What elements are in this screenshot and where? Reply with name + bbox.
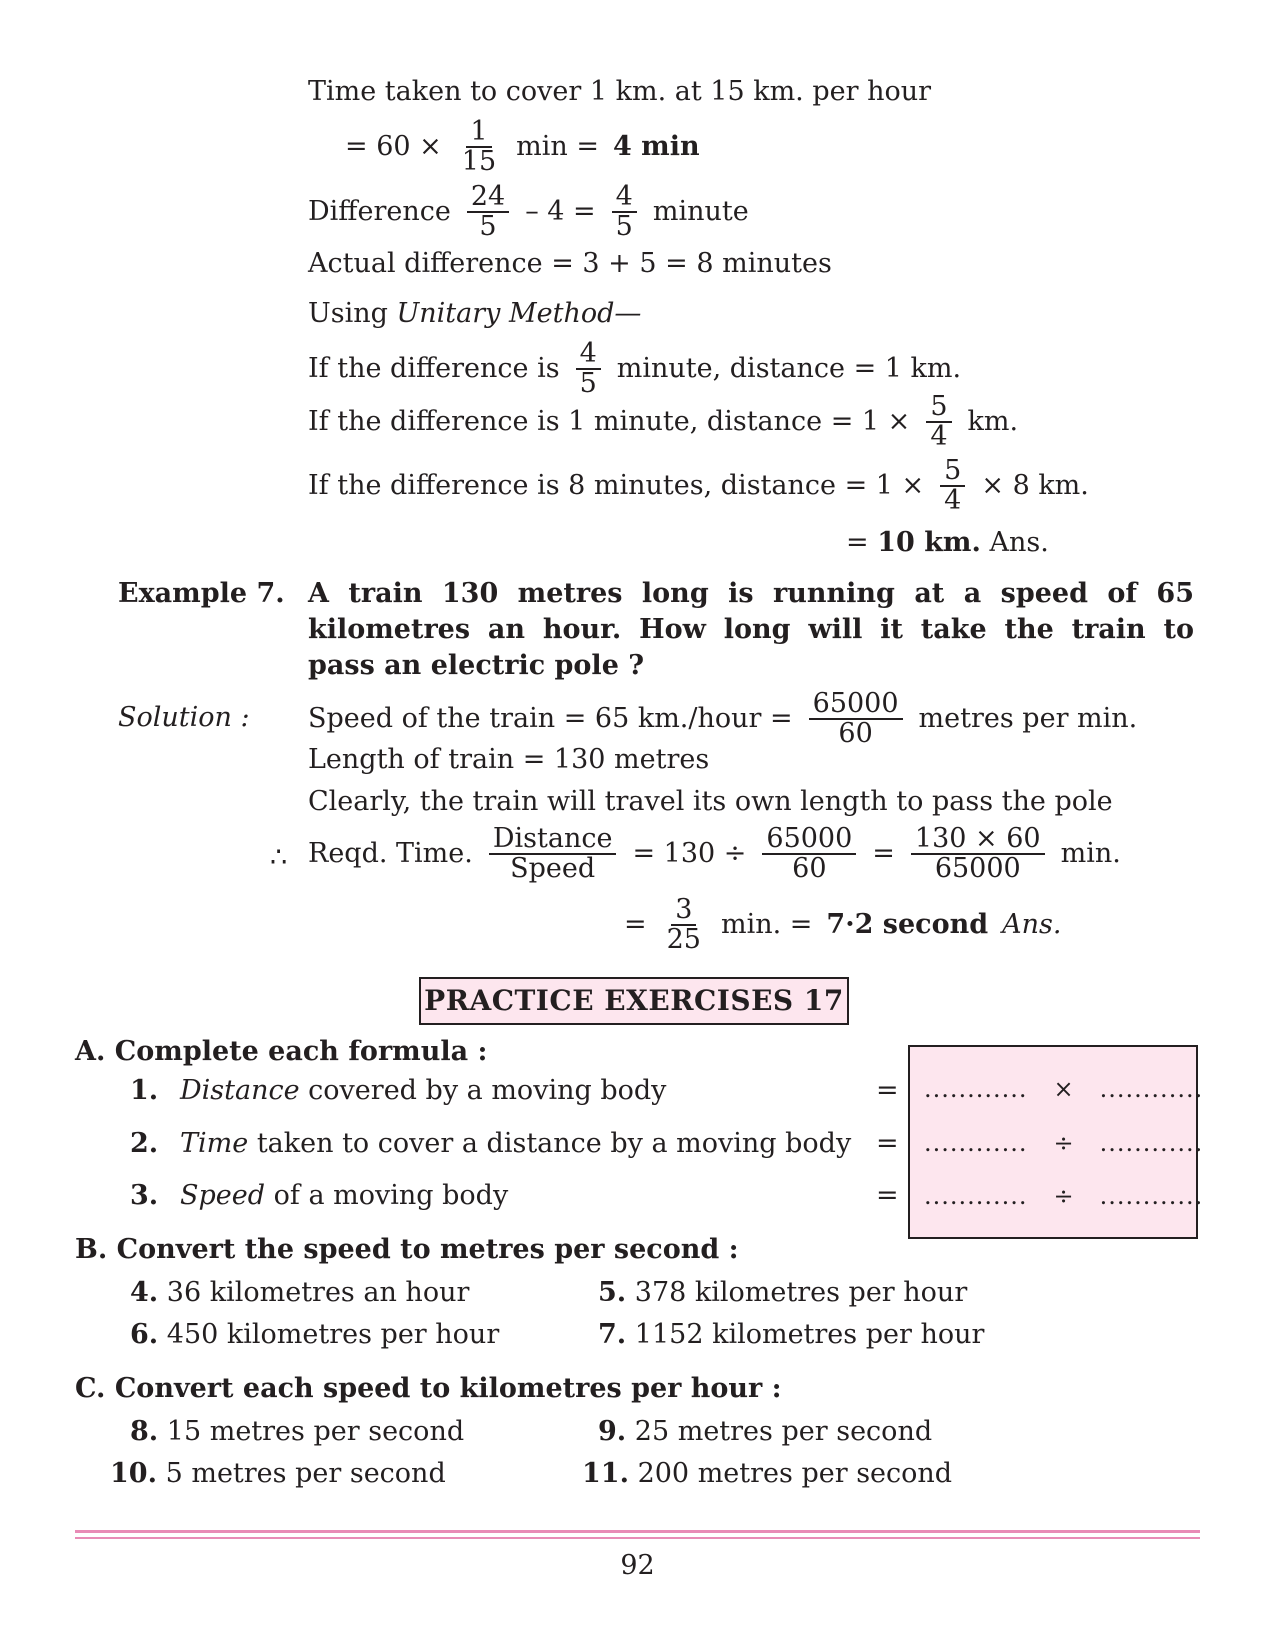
list-item: 6. 450 kilometres per hour [130, 1319, 500, 1350]
work-line-3 [308, 183, 749, 242]
list-item: 9. 25 metres per second [598, 1416, 933, 1447]
fraction: $\frac{130 \times 60}{65000}$ [909, 825, 1047, 884]
section-c-title: C. Convert each speed to kilometres per hour : [75, 1373, 782, 1404]
fraction: $\frac{24}{5}$ [465, 183, 511, 242]
operator: × [1053, 1075, 1074, 1103]
fraction: $\frac{4}{5}$ [574, 340, 603, 399]
list-item: 11. 200 metres per second [582, 1458, 953, 1489]
work-line-2-rest: min = [516, 131, 599, 163]
solution-line-3: Clearly, the train will travel its own length to pass the pole [308, 786, 1113, 817]
example-7-question-3: pass an electric pole ? [308, 650, 645, 681]
section-b-title: B. Convert the speed to metres per second : [75, 1234, 739, 1265]
example-7-question-2: kilometres an hour. How long will it take the train to [308, 614, 1194, 645]
fraction: $\frac{65000}{60}$ [807, 690, 905, 749]
solution-line-4: Reqd. Time. $\frac{\text{Distance}}{\text{Speed}}$ = 130 ÷ $\frac{65000}{60}$ = $\frac{130 \times 60}{65000}$ min. [308, 823, 1121, 885]
formula-item-3: Speed of a moving body [180, 1180, 509, 1211]
fraction: $\frac{1}{15}$ [461, 116, 497, 178]
work-line-7: If the difference is 1 minute, distance = 1 × $\frac{5}{4}$ km. [308, 391, 1019, 453]
example-7-question-1: A train 130 metres long is running at a speed of 65 [308, 578, 1194, 609]
fraction: $\frac{\text{Distance}}{\text{Speed}}$ [487, 825, 619, 884]
list-item: 5. 378 kilometres per hour [598, 1277, 968, 1308]
answer-row-2[interactable]: ............ ÷ ............ [924, 1129, 1204, 1157]
footer-divider-bottom [75, 1537, 1200, 1539]
list-item: 10. 5 metres per second [110, 1458, 446, 1489]
work-line-2 [345, 118, 700, 177]
work-line-2-answer: 4 min [612, 131, 700, 163]
practice-heading-text: PRACTICE EXERCISES 17 [424, 984, 844, 1018]
answer-row-3[interactable]: ............ ÷ ............ [924, 1182, 1204, 1210]
item-number: 2. [130, 1128, 159, 1159]
list-item: 4. 36 kilometres an hour [130, 1277, 470, 1308]
fraction: $\frac{4}{5}$ [610, 183, 639, 242]
answer-10km: 10 km. [877, 527, 981, 558]
equals-sign: = [876, 1075, 899, 1106]
work-line-1: Time taken to cover 1 km. at 15 km. per hour [308, 76, 932, 107]
fraction: $\frac{5}{4}$ [924, 393, 953, 452]
footer-divider-top [75, 1530, 1200, 1533]
equals-sign: = [876, 1180, 899, 1211]
solution-line-2: Length of train = 130 metres [308, 744, 710, 775]
equals-sign: = [876, 1128, 899, 1159]
work-line-2-eq: = 60 × [345, 131, 442, 163]
list-item: 8. 15 metres per second [130, 1416, 465, 1447]
formula-item-2: Time taken to cover a distance by a moving body [180, 1128, 852, 1159]
example-7-label: Example 7. [118, 578, 285, 609]
operator: ÷ [1053, 1129, 1074, 1157]
solution-label: Solution : [118, 702, 250, 733]
work-line-5: Using Unitary Method— [308, 298, 642, 329]
list-item: 7. 1152 kilometres per hour [598, 1319, 985, 1350]
answer-row-1[interactable]: ............ × ............ [924, 1075, 1204, 1103]
section-a-title: A. Complete each formula : [75, 1036, 488, 1067]
unitary-method-label: Unitary Method— [396, 298, 642, 329]
item-number: 3. [130, 1180, 159, 1211]
page-number: 92 [620, 1550, 655, 1581]
operator: ÷ [1053, 1182, 1074, 1210]
work-line-4: Actual difference = 3 + 5 = 8 minutes [308, 248, 832, 279]
solution-line-1: Speed of the train = 65 km./hour = $\frac{65000}{60}$ metres per min. [308, 688, 1138, 750]
work-line-8: If the difference is 8 minutes, distance = 1 × $\frac{5}{4}$ × 8 km. [308, 455, 1089, 517]
formula-answer-box [908, 1045, 1204, 1239]
therefore-symbol: ∴ [270, 842, 288, 873]
work-line-3-mid: – 4 = [525, 196, 596, 228]
fraction: $\frac{65000}{60}$ [760, 825, 858, 884]
solution-line-5: = $\frac{3}{25}$ min. = 7·2 second Ans. [624, 894, 1062, 956]
work-line-3-end: minute [652, 196, 749, 228]
item-number: 1. [130, 1075, 159, 1106]
work-line-6: If the difference is $\frac{4}{5}$ minute, distance = 1 km. [308, 338, 962, 400]
practice-exercises-heading [419, 977, 849, 1025]
answer-7-2-second: 7·2 second [826, 909, 989, 941]
fraction: $\frac{5}{4}$ [938, 457, 967, 516]
fraction: $\frac{3}{25}$ [666, 894, 701, 956]
work-line-9: = 10 km. Ans. [846, 527, 1049, 558]
formula-item-1: Distance covered by a moving body [180, 1075, 667, 1106]
difference-label: Difference [308, 196, 451, 228]
